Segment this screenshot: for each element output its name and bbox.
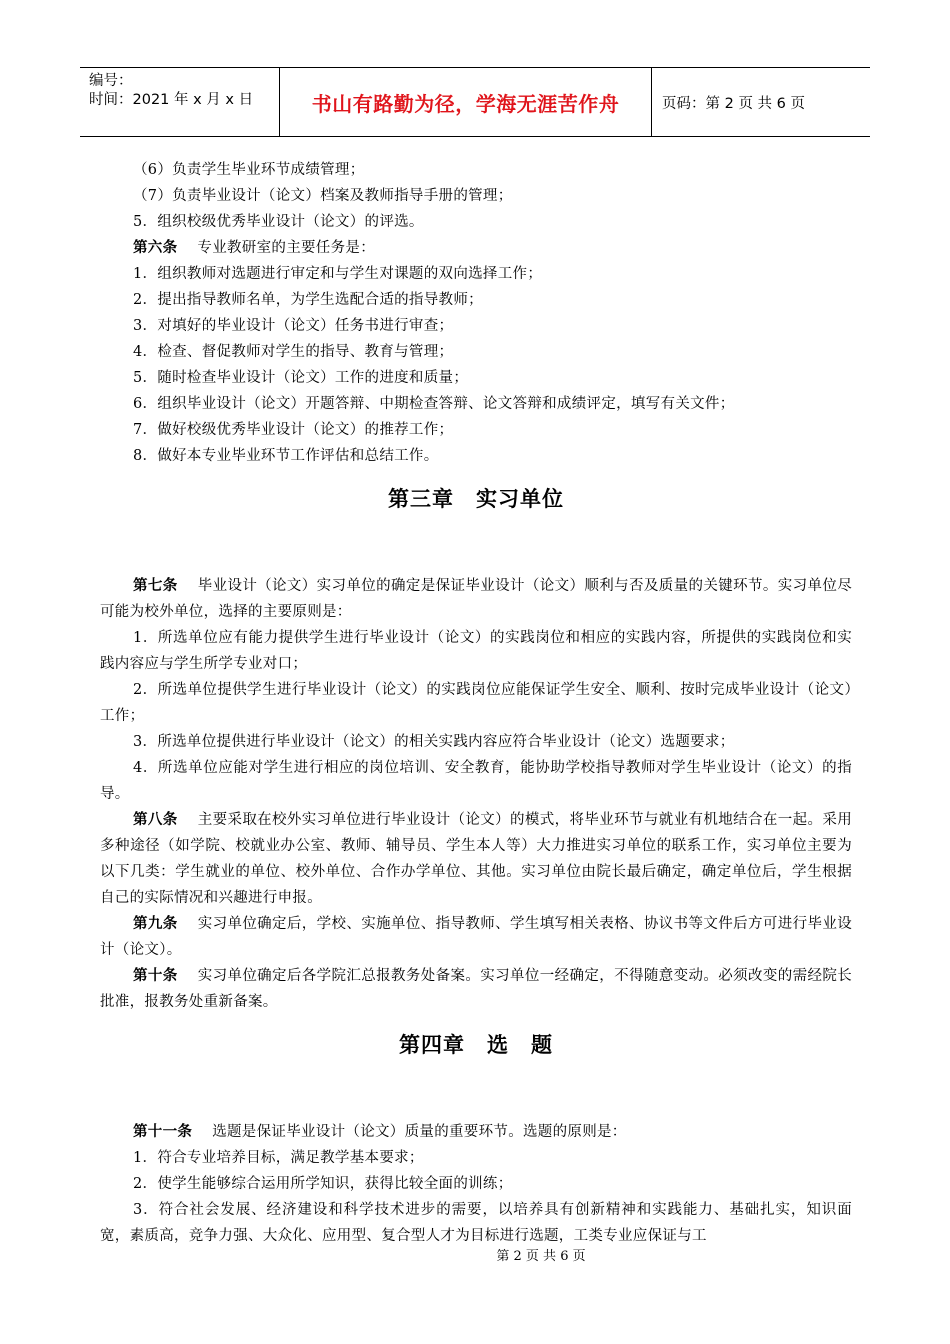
article-title: 第八条: [133, 811, 178, 828]
list-item: 5．随时检查毕业设计（论文）工作的进度和质量；: [133, 370, 469, 386]
article-text: 实习单位确定后，学校、实施单位、指导教师、学生填写相关表格、协议书等文件后方可进行毕业设计（论文）。: [100, 916, 852, 958]
header-page-info: [652, 68, 870, 136]
page-footer: 第 2 页 共 6 页: [496, 1249, 586, 1264]
article-10: [100, 963, 852, 1015]
article-9: [100, 911, 852, 963]
header-meta: [80, 68, 280, 136]
list-item: 3．对填好的毕业设计（论文）任务书进行审查；: [133, 318, 454, 334]
article-text: 选题是保证毕业设计（论文）质量的重要环节。选题的原则是：: [212, 1124, 627, 1140]
article-8: [100, 807, 852, 911]
list-item: 4．所选单位应能对学生进行相应的岗位培训、安全教育，能协助学校指导教师对学生毕业设计（论文）的指导。: [100, 760, 852, 802]
article-title: 第九条: [133, 915, 178, 932]
date-label: 时间：2021 年 x 月 x 日: [89, 92, 254, 108]
list-item: 2．所选单位提供学生进行毕业设计（论文）的实践岗位应能保证学生安全、顺利、按时完成毕业设计（论文）工作；: [100, 682, 852, 724]
chapter-title: 第四章 选 题: [399, 1033, 553, 1057]
code-label: 编号：: [89, 73, 133, 89]
article-title: 第七条: [133, 577, 178, 594]
list-item: 1．组织教师对选题进行审定和与学生对课题的双向选择工作；: [133, 266, 543, 282]
list-item: 1．符合专业培养目标，满足教学基本要求；: [133, 1150, 424, 1166]
article-text: 专业教研室的主要任务是：: [197, 240, 376, 256]
list-item: 3．所选单位提供进行毕业设计（论文）的相关实践内容应符合毕业设计（论文）选题要求；: [133, 734, 735, 750]
list-item: 4．检查、督促教师对学生的指导、教育与管理；: [133, 344, 454, 360]
page-info: 页码：第 2 页 共 6 页: [662, 95, 805, 112]
list-item: 8．做好本专业毕业环节工作评估和总结工作。: [133, 448, 439, 464]
article-text: 毕业设计（论文）实习单位的确定是保证毕业设计（论文）顺利与否及质量的关键环节。实习单位尽可能为校外单位，选择的主要原则是：: [100, 578, 852, 620]
article-title: 第十条: [133, 967, 178, 984]
motto: 书山有路勤为径，学海无涯苦作舟: [311, 91, 620, 116]
list-item: 3．符合社会发展、经济建设和科学技术进步的需要，以培养具有创新精神和实践能力、基础扎实，知识面宽，素质高，竞争力强、大众化、应用型、复合型人才为目标进行选题，工类专业应保证与工: [100, 1202, 852, 1244]
document-body: [100, 157, 852, 1249]
article-7: [100, 573, 852, 625]
article-title: 第六条: [133, 239, 178, 256]
paragraph: （7）负责毕业设计（论文）档案及教师指导手册的管理；: [133, 188, 513, 204]
header-motto-cell: [280, 68, 652, 136]
page-header: [80, 67, 870, 137]
list-item: 2．提出指导教师名单，为学生选配合适的指导教师；: [133, 292, 483, 308]
article-text: 实习单位确定后各学院汇总报教务处备案。实习单位一经确定，不得随意变动。必须改变的需经院长批准，报教务处重新备案。: [100, 968, 852, 1010]
article-text: 主要采取在校外实习单位进行毕业设计（论文）的模式，将毕业环节与就业有机地结合在一起。采用多种途径（如学院、校就业办公室、教师、辅导员、学生本人等）大力推进实习单位的联系工作，实习单位主要为以下几类：学生就业的单位、校外单位、合作办学单位、其他。实习单位由院长最后确定，确定单位后，学生根据自己的实际情况和兴趣进行申报。: [100, 812, 852, 906]
paragraph: 5．组织校级优秀毕业设计（论文）的评选。: [133, 214, 424, 230]
paragraph: （6）负责学生毕业环节成绩管理；: [133, 162, 365, 178]
article-11: [100, 1119, 852, 1145]
chapter-title: 第三章 实习单位: [388, 487, 564, 511]
list-item: 7．做好校级优秀毕业设计（论文）的推荐工作；: [133, 422, 454, 438]
list-item: 1．所选单位应有能力提供学生进行毕业设计（论文）的实践岗位和相应的实践内容，所提供的实践岗位和实践内容应与学生所学专业对口；: [100, 630, 852, 672]
list-item: 6．组织毕业设计（论文）开题答辩、中期检查答辩、论文答辩和成绩评定，填写有关文件；: [133, 396, 735, 412]
list-item: 2．使学生能够综合运用所学知识，获得比较全面的训练；: [133, 1176, 513, 1192]
article-title: 第十一条: [133, 1123, 193, 1140]
article-6: [100, 235, 852, 261]
